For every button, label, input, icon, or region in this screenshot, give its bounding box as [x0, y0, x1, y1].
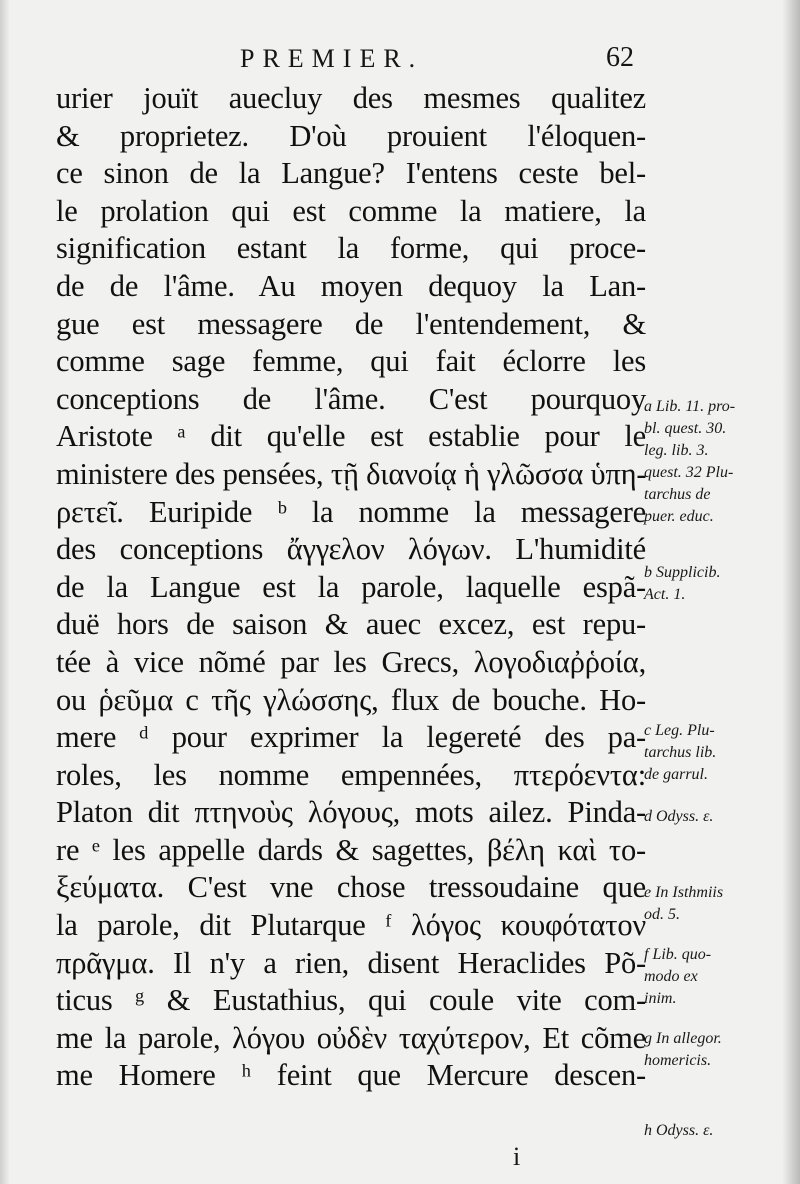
text-line: roles, les nomme empennées, πτερόεντα:	[56, 757, 646, 792]
text-line: & proprietez. D'où prouient l'éloquen-	[56, 118, 646, 153]
text-line: πρᾶγμα. Il n'y a rien, disent Heraclides Põ-	[56, 945, 646, 980]
text-line: ou ῥεῦμα c τῆς γλώσσης, flux de bouche. Ho-	[56, 682, 646, 717]
text-line: gue est messagere de l'entendement, &	[56, 306, 646, 341]
text-line: Aristote ᵃ dit qu'elle est establie pour le	[56, 419, 646, 454]
text-line: de la Langue est la parole, laquelle espã-	[56, 569, 646, 604]
margin-note-c: c Leg. Plu- tarchus lib. de garrul.	[644, 722, 717, 783]
margin-note-f: f Lib. quo- modo ex inim.	[644, 946, 712, 1007]
margin-note-e: e In Isthmiis od. 5.	[644, 884, 724, 923]
margin-note-h: h Odyss. ε.	[644, 1122, 714, 1139]
margin-note-g: g In allegor. homericis.	[644, 1030, 722, 1069]
text-line: me la parole, λόγου οὐδὲν ταχύτερον, Et cõme	[56, 1020, 646, 1055]
text-line: comme sage femme, qui fait éclorre les	[56, 344, 646, 379]
text-line: re ᵉ les appelle dards & sagettes, βέλη καὶ το-	[56, 832, 646, 867]
signature-mark: i	[513, 1142, 521, 1171]
text-line: signification estant la forme, qui proce-	[56, 231, 646, 266]
text-line: conceptions de l'âme. C'est pourquoy	[56, 381, 646, 416]
text-line: tée à vice nõmé par les Grecs, λογοδιαῤῥοία,	[56, 644, 646, 679]
text-line: urier jouït auecluy des mesmes qualitez	[56, 81, 646, 115]
margin-note-b: b Supplicib. Act. 1.	[644, 564, 721, 603]
page-number: 62	[606, 42, 634, 73]
running-title: PREMIER.	[240, 44, 424, 73]
text-line: duë hors de saison & auec excez, est repu-	[56, 607, 646, 642]
text-line: ce sinon de la Langue? I'entens ceste bel-	[56, 156, 646, 191]
text-line: la parole, dit Plutarque ᶠ λόγος κουφότατον	[56, 908, 646, 943]
text-line: me Homere ʰ feint que Mercure descen-	[56, 1058, 646, 1093]
text-line: le prolation qui est comme la matiere, la	[56, 193, 646, 228]
margin-note-a: a Lib. 11. pro- bl. quest. 30. leg. lib. 3. quest. 32 Plu- tarchus de puer. educ.	[644, 398, 736, 525]
text-line: ξεύματα. C'est vne chose tressoudaine que	[56, 870, 646, 905]
main-text-block	[56, 80, 646, 1095]
text-line: ticus ᵍ & Eustathius, qui coule vite com-	[56, 983, 646, 1018]
margin-note-d: d Odyss. ε.	[644, 808, 714, 825]
text-line: ministere des pensées, τῇ διανοίᾳ ἡ γλῶσσα ὑπη-	[56, 456, 647, 491]
text-line: Platon dit πτηνοὺς λόγους, mots ailez. Pinda-	[56, 795, 646, 830]
text-line: de de l'âme. Au moyen dequoy la Lan-	[56, 268, 646, 303]
text-line: mere ᵈ pour exprimer la legereté des pa-	[56, 720, 646, 755]
text-line: ρετεῖ. Euripide ᵇ la nomme la messagere	[56, 494, 646, 529]
text-line: des conceptions ἄγγελον λόγων. L'humidité	[56, 532, 646, 567]
